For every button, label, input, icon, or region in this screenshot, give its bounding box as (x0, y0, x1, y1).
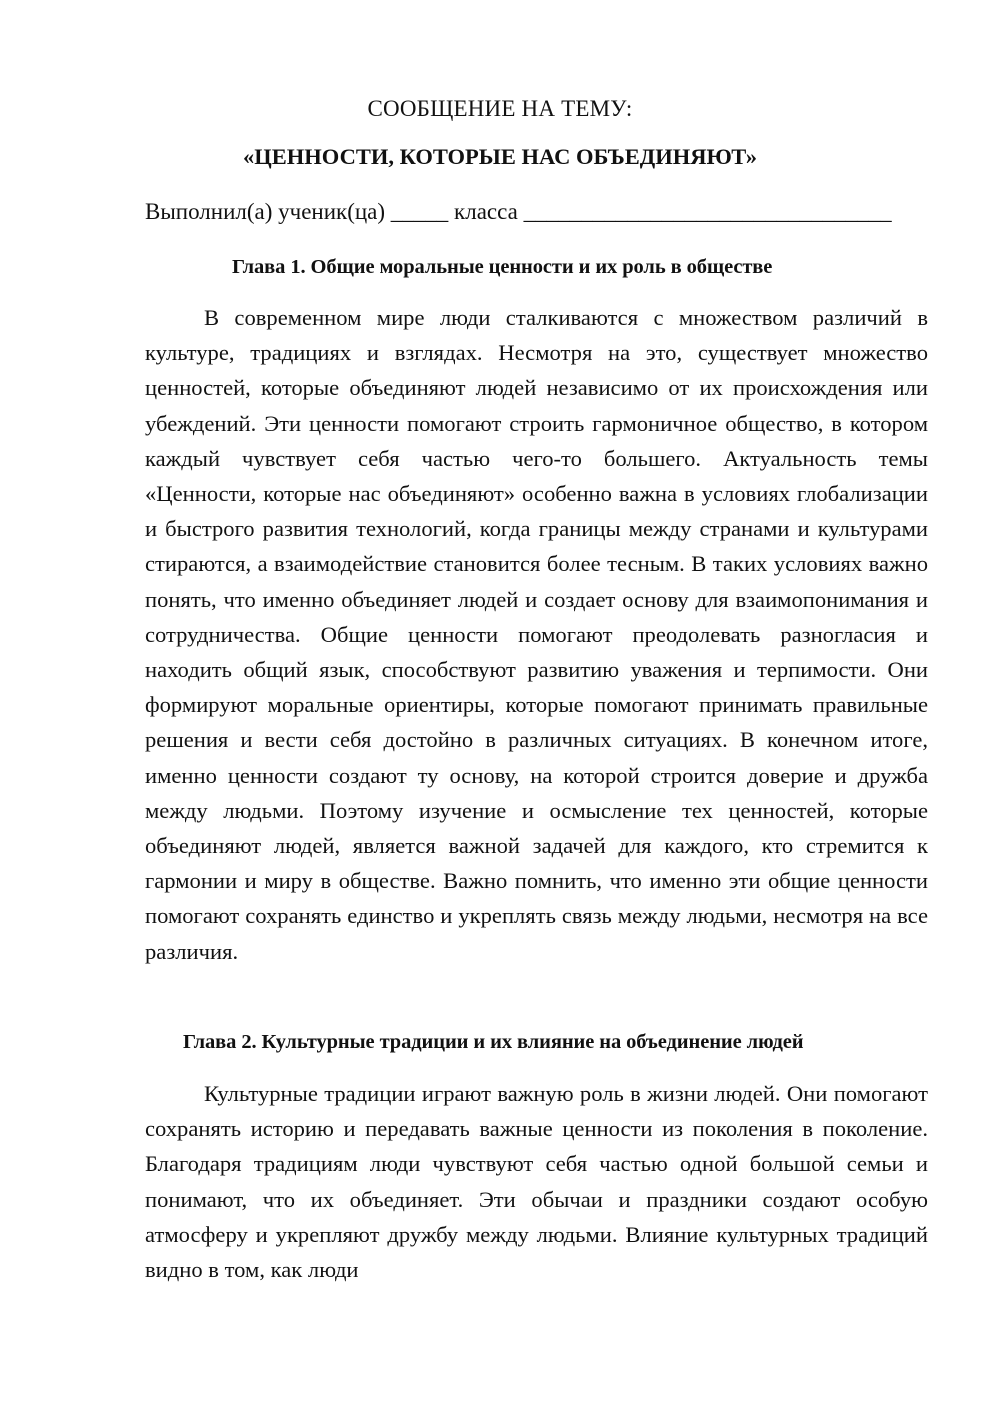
chapter-2-heading: Глава 2. Культурные традиции и их влияние на объединение людей (183, 1031, 804, 1053)
author-line: Выполнил(а) ученик(ца) _____ класса ________________________________ (145, 199, 892, 224)
document-title-line-2: «ЦЕННОСТИ, КОТОРЫЕ НАС ОБЪЕДИНЯЮТ» (243, 144, 757, 169)
chapter-1-heading: Глава 1. Общие моральные ценности и их роль в обществе (232, 256, 773, 278)
chapter-1-paragraph: В современном мире люди сталкиваются с множеством различий в культуре, традициях и взглядах. Несмотря на это, существует множество ценностей, которые объединяют людей независимо от их происхождения или убеждений. Эти ценности помогают строить гармоничное общество, в котором каждый чувствует себя частью чего-то большего. Актуальность темы «Ценности, которые нас объединяют» особенно важна в условиях глобализации и быстрого развития технологий, когда границы между странами и культурами стираются, а взаимодействие становится более тесным. В таких условиях важно понять, что именно объединяет людей и создает основу для взаимопонимания и сотрудничества. Общие ценности помогают преодолевать разногласия и находить общий язык, способствуют развитию уважения и терпимости. Они формируют моральные ориентиры, которые помогают принимать правильные решения и вести себя достойно в различных ситуациях. В конечном итоге, именно ценности создают ту основу, на которой строится доверие и дружба между людьми. Поэтому изучение и осмысление тех ценностей, которые объединяют людей, является важной задачей для каждого, кто стремится к гармонии и миру в обществе. Важно помнить, что именно эти общие ценности помогают сохранять единство и укреплять связь между людьми, несмотря на все различия. (145, 305, 928, 964)
chapter-2-paragraph: Культурные традиции играют важную роль в жизни людей. Они помогают сохранять историю и передавать важные ценности из поколения в поколение. Благодаря традициям люди чувствуют себя частью одной большой семьи и понимают, что их объединяет. Эти обычаи и праздники создают особую атмосферу и укрепляют дружбу между людьми. Влияние культурных традиций видно в том, как люди (145, 1081, 928, 1283)
document-title-line-1: СООБЩЕНИЕ НА ТЕМУ: (367, 96, 633, 121)
